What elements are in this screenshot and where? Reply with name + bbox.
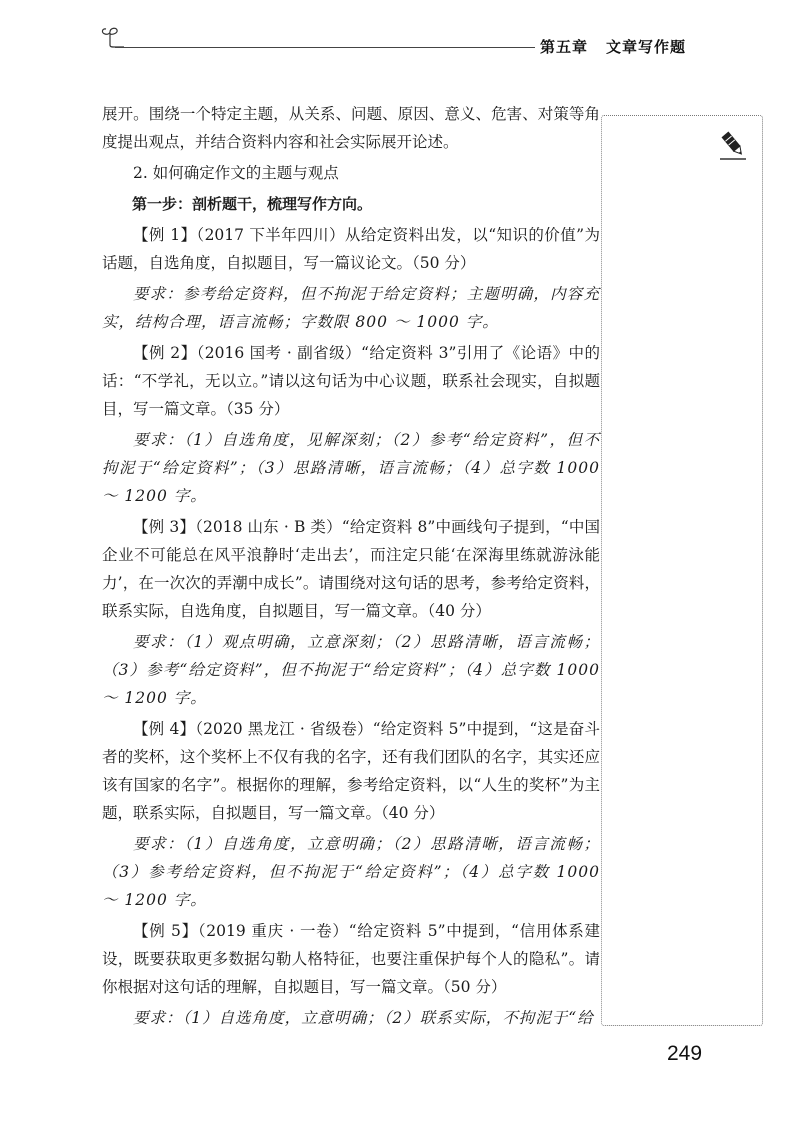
chapter-number: 第五章 — [540, 38, 589, 56]
example-3: 【例 3】（2018 山东 · B 类）“给定资料 8”中画线句子提到，“中国企业不可能总在风平浪静时‘走出去’，而注定只能‘在深海里练就游泳能力’，在一次次的弄潮中成长”。请围绕对这句话的思考，参考给定资料，联系实际，自选角度，自拟题目，写一篇文章。（40 分） — [102, 518, 600, 620]
example-2: 【例 2】（2016 国考 · 副省级）“给定资料 3”引用了《论语》中的话：“不学礼，无以立。”请以这句话为中心议题，联系社会现实，自拟题目，写一篇文章。（35 分） — [102, 344, 600, 418]
example-4-requirements: 要求：（1）自选角度，立意明确；（2）思路清晰，语言流畅；（3）参考给定资料，但不拘泥于“给定资料”；（4）总字数 1000 ～ 1200 字。 — [102, 835, 600, 909]
pencil-icon — [718, 130, 748, 162]
example-5-requirements: 要求：（1）自选角度，立意明确；（2）联系实际，不拘泥于“给 — [133, 1009, 594, 1027]
page-number: 249 — [667, 1042, 703, 1065]
chapter-heading — [540, 36, 686, 57]
paragraph: 展开。围绕一个特定主题，从关系、问题、原因、意义、危害、对策等角度提出观点，并结合资料内容和社会实际展开论述。 — [102, 105, 600, 151]
page-header — [0, 0, 800, 70]
example-5: 【例 5】（2019 重庆 · 一卷）“给定资料 5”中提到，“信用体系建设，既要获取更多数据勾勒人格特征，也要注重保护每个人的隐私”。请你根据对这句话的理解，自拟题目，写一篇文章。（50 分） — [102, 922, 600, 996]
example-1-requirements: 要求：参考给定资料，但不拘泥于给定资料；主题明确，内容充实，结构合理，语言流畅；字数限 800 ～ 1000 字。 — [102, 285, 600, 331]
example-3-requirements: 要求：（1）观点明确，立意深刻；（2）思路清晰，语言流畅；（3）参考“给定资料”，但不拘泥于“给定资料”；（4）总字数 1000 ～ 1200 字。 — [102, 633, 600, 707]
example-2-requirements: 要求：（1）自选角度，见解深刻；（2）参考“给定资料”，但不拘泥于“给定资料”；（3）思路清晰，语言流畅；（4）总字数 1000 ～ 1200 字。 — [102, 431, 600, 505]
chapter-title: 文章写作题 — [606, 38, 687, 56]
example-1: 【例 1】（2017 下半年四川）从给定资料出发，以“知识的价值”为话题，自选角度，自拟题目，写一篇议论文。（50 分） — [102, 226, 600, 272]
notes-box — [601, 115, 763, 1026]
example-4: 【例 4】（2020 黑龙江 · 省级卷）“给定资料 5”中提到，“这是奋斗者的奖杯，这个奖杯上不仅有我的名字，还有我们团队的名字，其实还应该有国家的名字”。根据你的理解，参考给定资料，以“人生的奖杯”为主题，联系实际，自拟题目，写一篇文章。（40 分） — [102, 720, 600, 822]
section-heading: 2. 如何确定作文的主题与观点 — [133, 164, 339, 182]
header-rule — [115, 47, 535, 48]
body-text — [102, 100, 600, 1035]
step-heading: 第一步：剖析题干，梳理写作方向。 — [132, 195, 373, 213]
